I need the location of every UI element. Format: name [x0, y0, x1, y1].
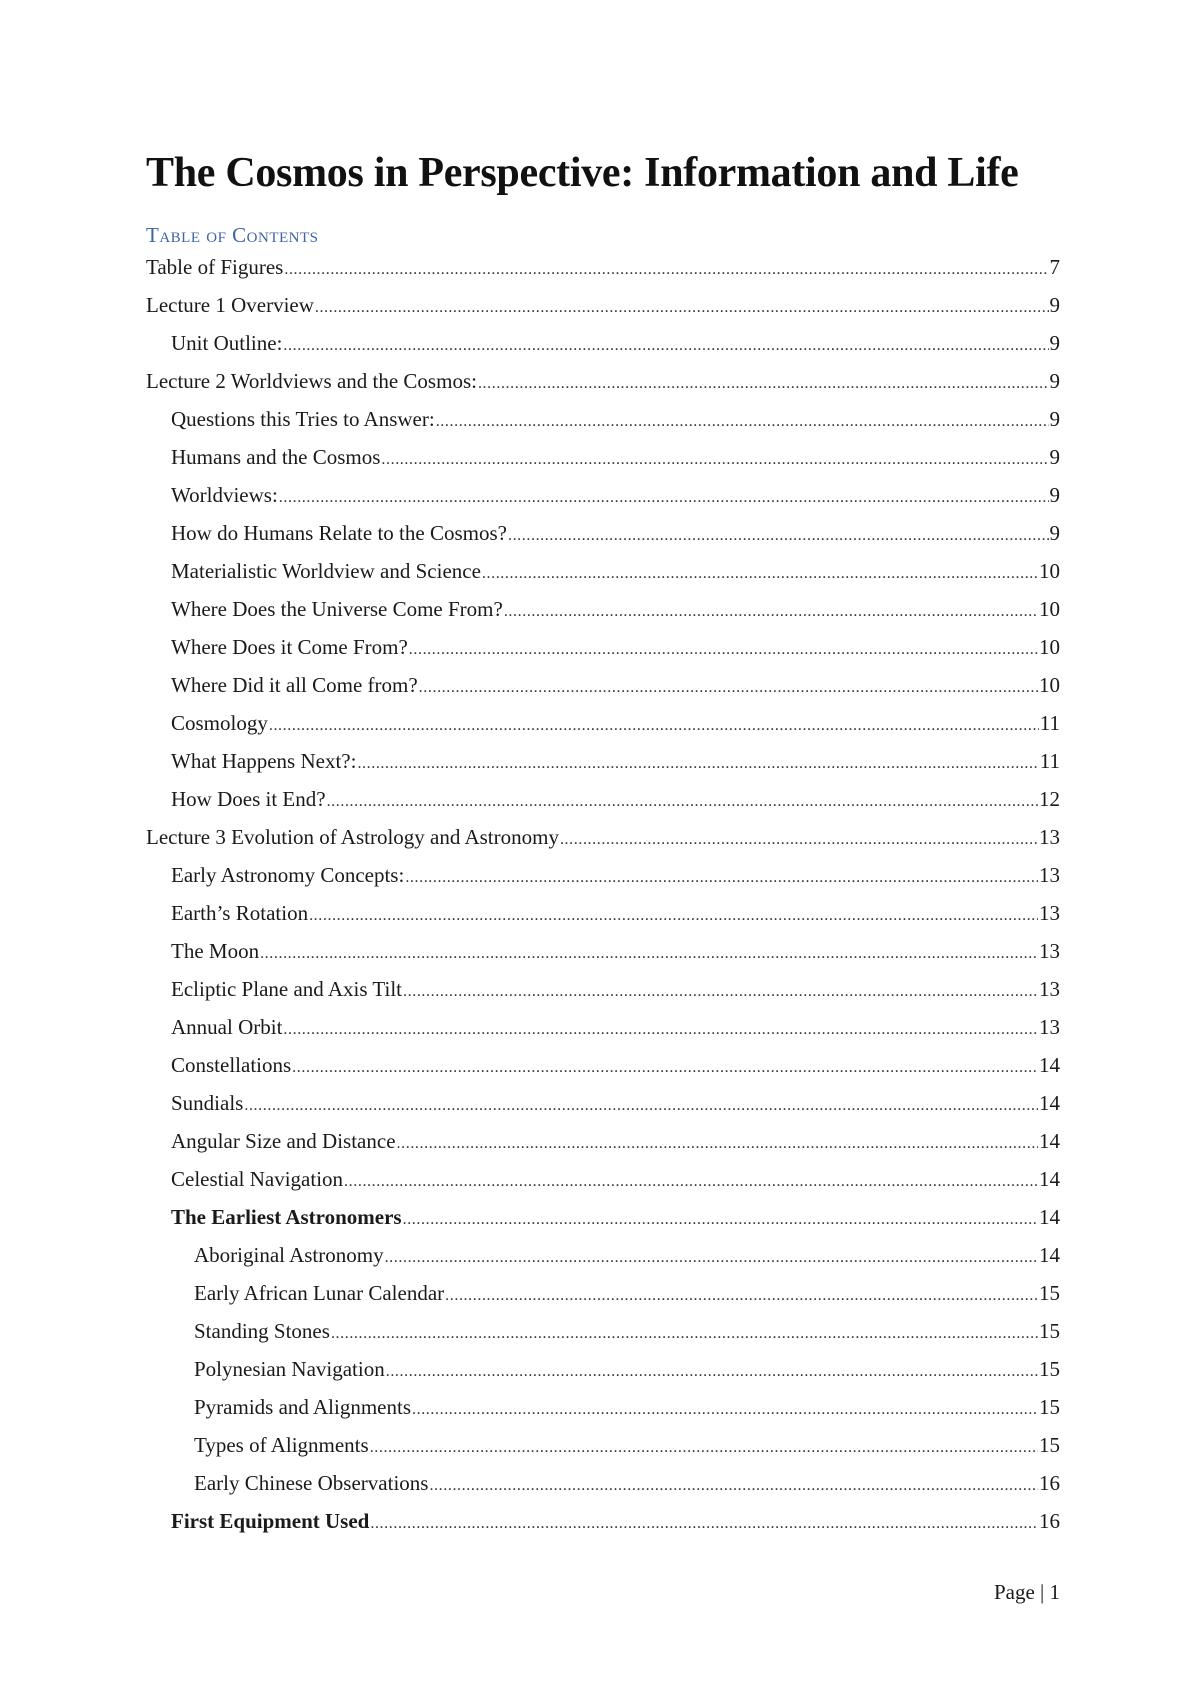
toc-entry[interactable] [146, 628, 1060, 666]
toc-entry[interactable] [146, 286, 1060, 324]
toc-entry-text: Questions this Tries to Answer: [171, 407, 435, 431]
toc-entry-text: First Equipment Used [171, 1509, 370, 1533]
toc-dot-leader [292, 1049, 1038, 1087]
toc-dot-leader [403, 1201, 1038, 1239]
toc-entry[interactable] [146, 742, 1060, 780]
toc-entry[interactable] [146, 780, 1060, 818]
toc-page-number: 15 [1039, 1433, 1060, 1457]
toc-page-number: 15 [1039, 1281, 1060, 1305]
toc-page-number: 9 [1049, 445, 1060, 469]
toc-entry[interactable] [146, 476, 1060, 514]
toc-entry-text: Lecture 2 Worldviews and the Cosmos: [146, 369, 477, 393]
toc-dot-leader [244, 1087, 1038, 1125]
toc-dot-leader [269, 707, 1039, 745]
toc-dot-leader [357, 745, 1038, 783]
toc-page-number: 16 [1039, 1509, 1060, 1533]
toc-dot-leader [279, 479, 1049, 517]
toc-entry-text: Lecture 3 Evolution of Astrology and Astronomy [146, 825, 559, 849]
toc-page-number: 9 [1049, 331, 1060, 355]
toc-dot-leader [419, 669, 1038, 707]
toc-dot-leader [381, 441, 1048, 479]
toc-page-number: 13 [1039, 1015, 1060, 1039]
toc-page-number: 14 [1039, 1129, 1060, 1153]
toc-entry[interactable] [146, 1046, 1060, 1084]
toc-entry[interactable] [146, 932, 1060, 970]
toc-entry-text: Earth’s Rotation [171, 901, 309, 925]
toc-page-number: 9 [1049, 483, 1060, 507]
toc-entry[interactable] [146, 856, 1060, 894]
toc-entry-text: Unit Outline: [171, 331, 283, 355]
toc-entry-text: Where Did it all Come from? [171, 673, 418, 697]
toc-dot-leader [309, 897, 1038, 935]
toc-page-number: 10 [1039, 559, 1060, 583]
toc-dot-leader [436, 403, 1049, 441]
toc-entry-text: Table of Figures [146, 255, 284, 279]
toc-dot-leader [412, 1391, 1038, 1429]
toc-page-number: 13 [1039, 939, 1060, 963]
toc-page-number: 14 [1039, 1205, 1060, 1229]
toc-dot-leader [315, 289, 1049, 327]
toc-entry-text: Pyramids and Alignments [194, 1395, 411, 1419]
toc-page-number: 13 [1039, 863, 1060, 887]
toc-dot-leader [331, 1315, 1038, 1353]
toc-entry[interactable] [146, 818, 1060, 856]
toc-entry[interactable] [146, 1388, 1060, 1426]
toc-dot-leader [482, 555, 1038, 593]
document-title: The Cosmos in Perspective: Information and Life [146, 150, 1019, 196]
toc-dot-leader [385, 1239, 1038, 1277]
toc-entry-text: Constellations [171, 1053, 292, 1077]
toc-entry[interactable] [146, 894, 1060, 932]
toc-entry-text: Aboriginal Astronomy [194, 1243, 384, 1267]
toc-dot-leader [560, 821, 1038, 859]
toc-entry[interactable] [146, 400, 1060, 438]
toc-entry[interactable] [146, 590, 1060, 628]
toc-page-number: 9 [1049, 521, 1060, 545]
toc-page-number: 15 [1039, 1395, 1060, 1419]
toc-entry[interactable] [146, 1236, 1060, 1274]
toc-entry-text: What Happens Next?: [171, 749, 357, 773]
toc-dot-leader [409, 631, 1038, 669]
toc-entry-text: The Earliest Astronomers [171, 1205, 402, 1229]
toc-dot-leader [403, 973, 1038, 1011]
toc-entry-text: Where Does the Universe Come From? [171, 597, 503, 621]
toc-dot-leader [504, 593, 1038, 631]
toc-dot-leader [397, 1125, 1038, 1163]
toc-entry-text: Early Astronomy Concepts: [171, 863, 405, 887]
toc-page-number: 14 [1039, 1167, 1060, 1191]
toc-dot-leader [370, 1505, 1038, 1543]
toc-page-number: 10 [1039, 673, 1060, 697]
toc-page-number: 13 [1039, 977, 1060, 1001]
toc-dot-leader [344, 1163, 1038, 1201]
toc-dot-leader [284, 251, 1048, 289]
toc-dot-leader [283, 1011, 1038, 1049]
toc-page-number: 13 [1039, 825, 1060, 849]
table-of-contents [146, 248, 1060, 1540]
toc-entry-text: Annual Orbit [171, 1015, 283, 1039]
toc-page-number: 14 [1039, 1091, 1060, 1115]
toc-entry[interactable] [146, 1198, 1060, 1236]
toc-entry[interactable] [146, 666, 1060, 704]
toc-entry-text: The Moon [171, 939, 260, 963]
toc-entry-text: Cosmology [171, 711, 268, 735]
toc-page-number: 13 [1039, 901, 1060, 925]
toc-entry-text: Early African Lunar Calendar [194, 1281, 445, 1305]
toc-entry-text: Angular Size and Distance [171, 1129, 396, 1153]
toc-entry[interactable] [146, 970, 1060, 1008]
toc-entry[interactable] [146, 438, 1060, 476]
toc-entry[interactable] [146, 1350, 1060, 1388]
toc-dot-leader [260, 935, 1038, 973]
toc-entry-text: Where Does it Come From? [171, 635, 408, 659]
toc-entry-text: How Does it End? [171, 787, 326, 811]
toc-page-number: 11 [1039, 711, 1060, 735]
toc-entry-text: Lecture 1 Overview [146, 293, 314, 317]
toc-entry[interactable] [146, 1084, 1060, 1122]
toc-page-number: 12 [1039, 787, 1060, 811]
toc-entry-text: Worldviews: [171, 483, 278, 507]
page-number-footer: Page | 1 [993, 1580, 1060, 1604]
toc-entry[interactable] [146, 552, 1060, 590]
toc-page-number: 9 [1049, 369, 1060, 393]
toc-dot-leader [429, 1467, 1038, 1505]
toc-entry[interactable] [146, 704, 1060, 742]
toc-page-number: 15 [1039, 1319, 1060, 1343]
toc-dot-leader [370, 1429, 1038, 1467]
toc-page-number: 9 [1049, 293, 1060, 317]
toc-entry-text: How do Humans Relate to the Cosmos? [171, 521, 507, 545]
toc-entry-text: Polynesian Navigation [194, 1357, 385, 1381]
toc-entry[interactable] [146, 1464, 1060, 1502]
toc-entry[interactable] [146, 1274, 1060, 1312]
toc-entry-text: Sundials [171, 1091, 244, 1115]
toc-dot-leader [405, 859, 1038, 897]
toc-entry[interactable] [146, 1502, 1060, 1540]
toc-entry[interactable] [146, 1160, 1060, 1198]
toc-dot-leader [283, 327, 1048, 365]
toc-dot-leader [508, 517, 1049, 555]
toc-entry-text: Types of Alignments [194, 1433, 369, 1457]
toc-heading: Table of Contents [146, 223, 319, 247]
toc-page-number: 10 [1039, 597, 1060, 621]
toc-entry[interactable] [146, 1312, 1060, 1350]
toc-entry[interactable] [146, 324, 1060, 362]
toc-entry[interactable] [146, 514, 1060, 552]
toc-entry[interactable] [146, 1122, 1060, 1160]
toc-entry-text: Ecliptic Plane and Axis Tilt [171, 977, 403, 1001]
toc-page-number: 7 [1049, 255, 1060, 279]
toc-page-number: 14 [1039, 1053, 1060, 1077]
toc-dot-leader [327, 783, 1038, 821]
toc-dot-leader [445, 1277, 1038, 1315]
toc-dot-leader [478, 365, 1049, 403]
toc-page-number: 14 [1039, 1243, 1060, 1267]
toc-dot-leader [386, 1353, 1038, 1391]
toc-entry-text: Standing Stones [194, 1319, 330, 1343]
toc-entry-text: Celestial Navigation [171, 1167, 344, 1191]
toc-entry[interactable] [146, 362, 1060, 400]
toc-entry-text: Materialistic Worldview and Science [171, 559, 481, 583]
toc-entry[interactable] [146, 1008, 1060, 1046]
toc-page-number: 16 [1039, 1471, 1060, 1495]
toc-page-number: 9 [1049, 407, 1060, 431]
toc-page-number: 10 [1039, 635, 1060, 659]
toc-entry[interactable] [146, 1426, 1060, 1464]
toc-page-number: 15 [1039, 1357, 1060, 1381]
document-page [146, 0, 1060, 1698]
toc-entry-text: Humans and the Cosmos [171, 445, 381, 469]
toc-entry-text: Early Chinese Observations [194, 1471, 429, 1495]
toc-entry[interactable] [146, 248, 1060, 286]
toc-page-number: 11 [1039, 749, 1060, 773]
